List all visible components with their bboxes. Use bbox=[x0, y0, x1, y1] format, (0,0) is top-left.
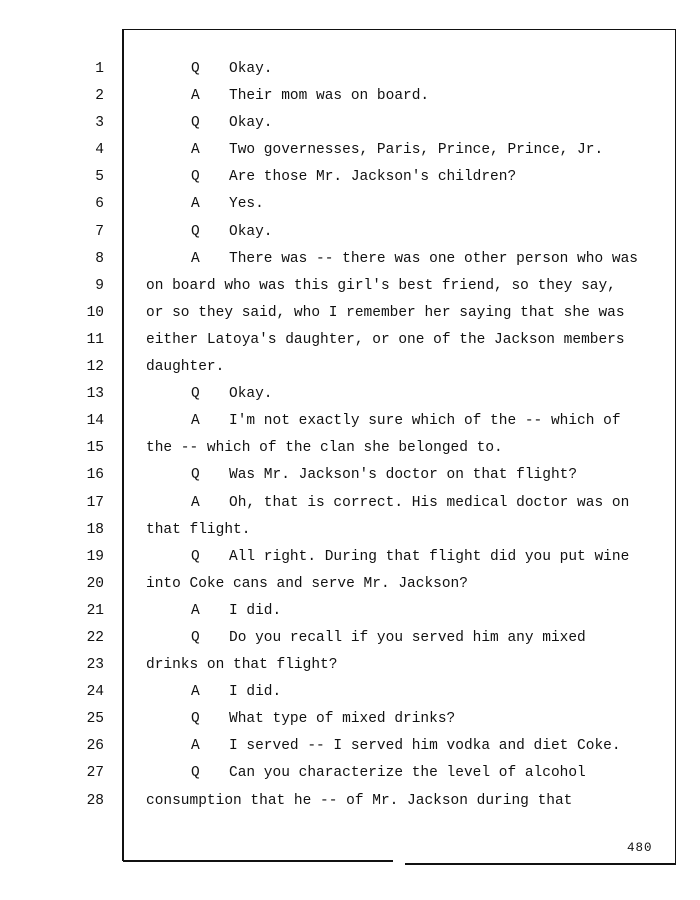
line-number: 4 bbox=[95, 142, 104, 159]
page-border-bottom-right bbox=[405, 863, 676, 865]
line-text: Two governesses, Paris, Prince, Prince, Jr. bbox=[229, 142, 604, 159]
transcript-line bbox=[146, 706, 666, 733]
line-number: 18 bbox=[86, 521, 104, 538]
speaker-label: Q bbox=[191, 61, 200, 77]
transcript-line bbox=[146, 679, 666, 706]
line-number: 2 bbox=[95, 88, 104, 105]
speaker-label: Q bbox=[191, 169, 200, 186]
line-text: All right. During that flight did you put wine bbox=[229, 548, 630, 565]
transcript-line bbox=[146, 462, 666, 489]
transcript-line bbox=[146, 219, 666, 246]
line-text: I'm not exactly sure which of the -- which of bbox=[229, 413, 621, 430]
line-text: on board who was this girl's best friend, so they say, bbox=[146, 277, 616, 294]
speaker-label: A bbox=[191, 494, 200, 511]
transcript-line bbox=[146, 164, 666, 191]
line-text: Okay. bbox=[229, 61, 273, 77]
line-text: consumption that he -- of Mr. Jackson during that bbox=[146, 792, 573, 809]
speaker-label: A bbox=[191, 196, 200, 213]
speaker-label: Q bbox=[191, 223, 200, 240]
transcript-line bbox=[146, 490, 666, 517]
speaker-label: Q bbox=[191, 629, 200, 646]
line-number: 9 bbox=[95, 277, 104, 294]
speaker-label: Q bbox=[191, 386, 200, 403]
page-number: 480 bbox=[627, 841, 653, 855]
line-text: I served -- I served him vodka and diet Coke. bbox=[229, 738, 621, 755]
speaker-label: A bbox=[191, 413, 200, 430]
line-number: 20 bbox=[86, 575, 104, 592]
transcript-line bbox=[146, 571, 666, 598]
transcript-line bbox=[146, 733, 666, 760]
line-text: into Coke cans and serve Mr. Jackson? bbox=[146, 575, 468, 592]
transcript-line bbox=[146, 300, 666, 327]
line-text: What type of mixed drinks? bbox=[229, 711, 456, 728]
speaker-label: A bbox=[191, 738, 200, 755]
transcript-line bbox=[146, 625, 666, 652]
line-number: 6 bbox=[95, 196, 104, 213]
page-border-top bbox=[123, 29, 676, 30]
line-number: 3 bbox=[95, 115, 104, 132]
line-text: either Latoya's daughter, or one of the Jackson members bbox=[146, 331, 625, 348]
line-text: that flight. bbox=[146, 521, 251, 538]
line-number-column bbox=[60, 56, 104, 815]
line-number: 14 bbox=[86, 413, 104, 430]
line-text: the -- which of the clan she belonged to. bbox=[146, 440, 503, 457]
transcript-line bbox=[146, 408, 666, 435]
transcript-line bbox=[146, 788, 666, 815]
speaker-label: Q bbox=[191, 711, 200, 728]
line-number: 21 bbox=[86, 602, 104, 619]
speaker-label: Q bbox=[191, 115, 200, 132]
speaker-label: A bbox=[191, 250, 200, 267]
line-text: Do you recall if you served him any mixed bbox=[229, 629, 586, 646]
page-border-bottom-left bbox=[123, 860, 393, 862]
line-text: drinks on that flight? bbox=[146, 657, 338, 674]
transcript-line bbox=[146, 56, 666, 83]
line-number: 22 bbox=[86, 629, 104, 646]
transcript-line bbox=[146, 435, 666, 462]
speaker-label: A bbox=[191, 684, 200, 701]
transcript-line bbox=[146, 652, 666, 679]
line-number: 13 bbox=[86, 386, 104, 403]
line-text: Okay. bbox=[229, 386, 273, 403]
line-number: 8 bbox=[95, 250, 104, 267]
speaker-label: Q bbox=[191, 467, 200, 484]
line-text: There was -- there was one other person who was bbox=[229, 250, 638, 267]
page-border-right bbox=[675, 29, 676, 865]
line-number: 19 bbox=[86, 548, 104, 565]
transcript-line bbox=[146, 760, 666, 787]
transcript-line bbox=[146, 273, 666, 300]
line-number: 26 bbox=[86, 738, 104, 755]
line-number: 28 bbox=[86, 792, 104, 809]
speaker-label: Q bbox=[191, 765, 200, 782]
speaker-label: A bbox=[191, 602, 200, 619]
line-text: Yes. bbox=[229, 196, 264, 213]
line-number: 7 bbox=[95, 223, 104, 240]
line-number: 1 bbox=[95, 61, 104, 77]
transcript-line bbox=[146, 191, 666, 218]
speaker-label: A bbox=[191, 142, 200, 159]
speaker-label: Q bbox=[191, 548, 200, 565]
transcript-line bbox=[146, 381, 666, 408]
transcript-line bbox=[146, 354, 666, 381]
line-text: Okay. bbox=[229, 115, 273, 132]
transcript-line bbox=[146, 137, 666, 164]
transcript-line bbox=[146, 544, 666, 571]
line-number: 16 bbox=[86, 467, 104, 484]
transcript-body bbox=[146, 56, 666, 815]
line-text: I did. bbox=[229, 602, 282, 619]
line-text: Was Mr. Jackson's doctor on that flight? bbox=[229, 467, 578, 484]
transcript-line bbox=[146, 246, 666, 273]
line-number: 10 bbox=[86, 304, 104, 321]
line-number: 11 bbox=[86, 331, 104, 348]
transcript-line bbox=[146, 327, 666, 354]
line-text: Are those Mr. Jackson's children? bbox=[229, 169, 517, 186]
line-number: 12 bbox=[86, 359, 104, 376]
speaker-label: A bbox=[191, 88, 200, 105]
line-text: Their mom was on board. bbox=[229, 88, 430, 105]
line-number: 5 bbox=[95, 169, 104, 186]
line-number: 24 bbox=[86, 684, 104, 701]
transcript-line bbox=[146, 110, 666, 137]
line-number: 23 bbox=[86, 657, 104, 674]
transcript-line bbox=[146, 598, 666, 625]
transcript-line bbox=[146, 83, 666, 110]
line-text: Oh, that is correct. His medical doctor was on bbox=[229, 494, 630, 511]
line-text: Can you characterize the level of alcohol bbox=[229, 765, 586, 782]
line-text: daughter. bbox=[146, 359, 225, 376]
page-border-left bbox=[122, 29, 124, 861]
line-text: or so they said, who I remember her saying that she was bbox=[146, 304, 625, 321]
line-number: 17 bbox=[86, 494, 104, 511]
line-number: 25 bbox=[86, 711, 104, 728]
line-number: 27 bbox=[86, 765, 104, 782]
line-text: Okay. bbox=[229, 223, 273, 240]
line-text: I did. bbox=[229, 684, 282, 701]
line-number: 15 bbox=[86, 440, 104, 457]
transcript-line bbox=[146, 517, 666, 544]
